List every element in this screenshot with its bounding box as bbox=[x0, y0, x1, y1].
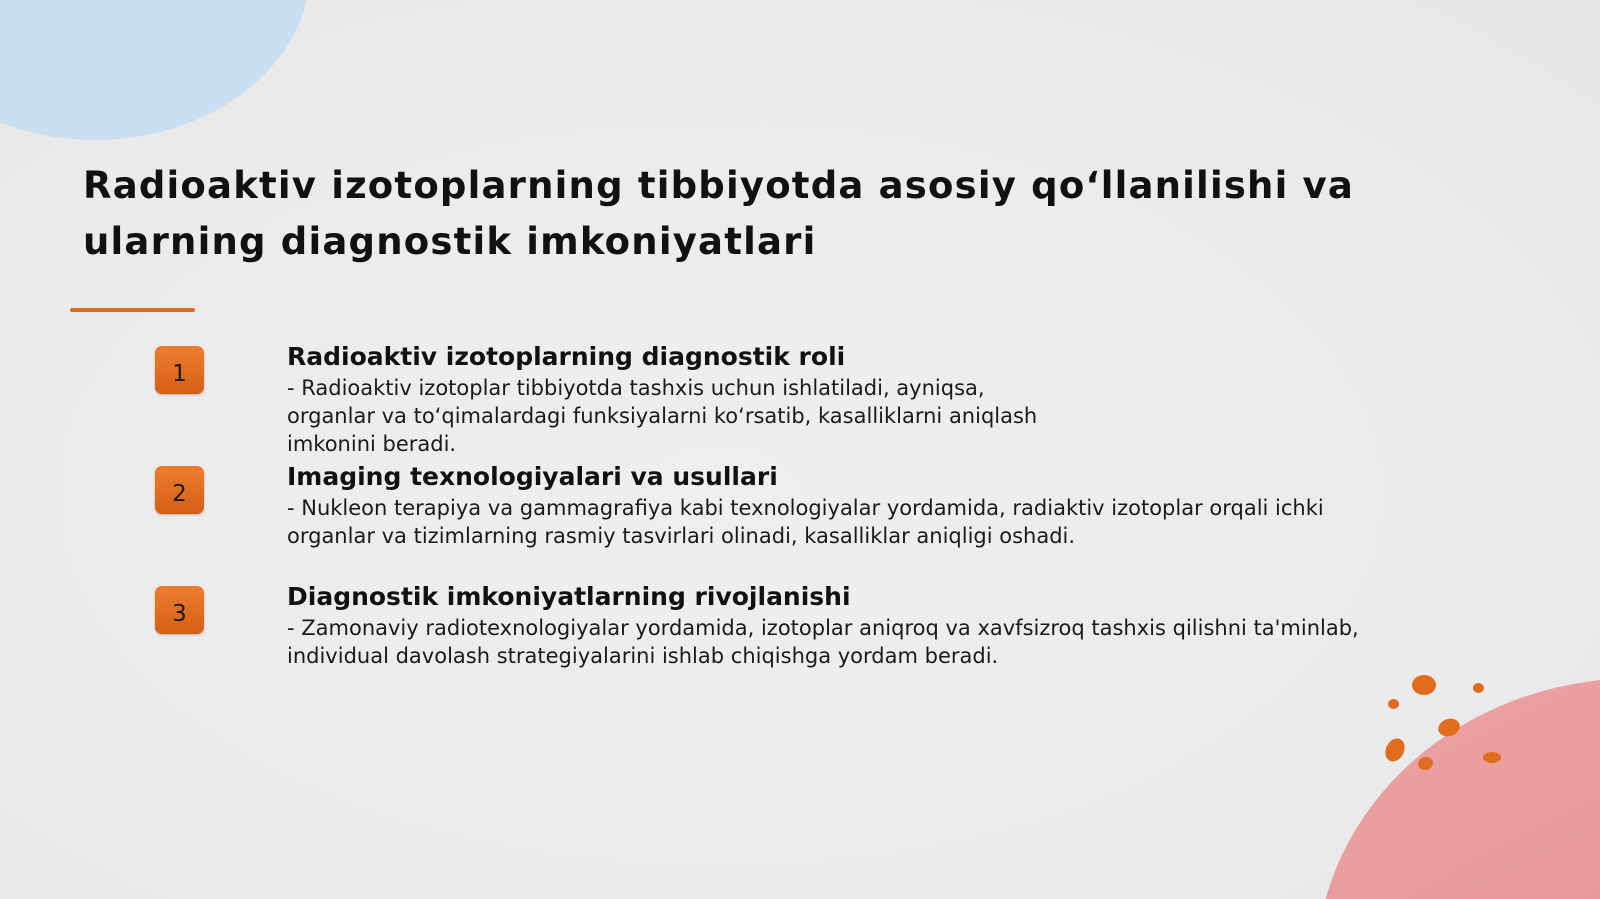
decorative-dot bbox=[1412, 675, 1436, 695]
decorative-dot bbox=[1473, 683, 1484, 693]
number-badge: 1 bbox=[155, 346, 204, 394]
slide-title: Radioaktiv izotoplarning tibbiyotda asosiy qo‘llanilishi va ularning diagnostik imkoniyatlari bbox=[83, 164, 1355, 263]
item-heading: Radioaktiv izotoplarning diagnostik roli bbox=[287, 342, 846, 371]
item-description: - Radioaktiv izotoplar tibbiyotda tashxis uchun ishlatiladi, ayniqsa, organlar va to‘qimalardagi funksiyalarni ko‘rsatib, kasalliklarni aniqlash imkonini beradi. bbox=[287, 376, 1038, 456]
decorative-orange-dots bbox=[1400, 675, 1550, 795]
decorative-dot bbox=[1417, 755, 1435, 771]
decorative-dot bbox=[1382, 735, 1408, 764]
item-description: - Zamonaviy radiotexnologiyalar yordamida, izotoplar aniqroq va xavfsizroq tashxis qilishni ta'minlab, individual davolash strategiyalarini ishlab chiqishga yordam beradi. bbox=[287, 616, 1359, 668]
decorative-dot bbox=[1483, 752, 1501, 763]
number-badge: 2 bbox=[155, 466, 204, 514]
decorative-dot bbox=[1436, 716, 1462, 739]
item-heading: Imaging texnologiyalari va usullari bbox=[287, 462, 778, 491]
item-description: - Nukleon terapiya va gammagrafiya kabi texnologiyalar yordamida, radiaktiv izotoplar orqali ichki organlar va tizimlarning rasmiy tasvirlari olinadi, kasalliklar aniqligi oshadi. bbox=[287, 496, 1324, 548]
title-accent-underline bbox=[70, 308, 195, 312]
decorative-dot bbox=[1388, 699, 1399, 709]
item-heading: Diagnostik imkoniyatlarning rivojlanishi bbox=[287, 582, 851, 611]
decorative-blue-blob bbox=[0, 0, 310, 140]
number-badge: 3 bbox=[155, 586, 204, 634]
